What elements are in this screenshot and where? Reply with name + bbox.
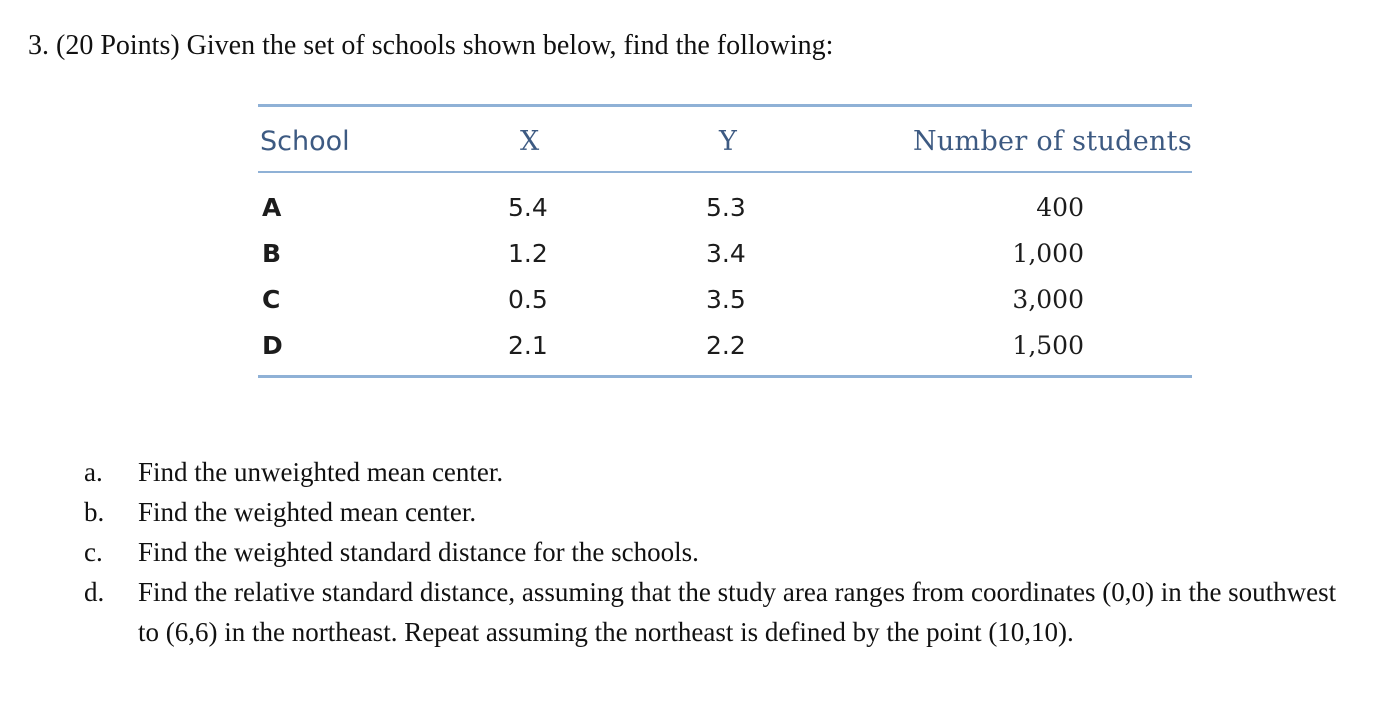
table-row: [258, 234, 1192, 280]
table-bottom-rule: [258, 375, 1192, 378]
cell-y: 3.4: [706, 239, 746, 268]
cell-students: 1,500: [1012, 331, 1084, 360]
part-letter: b.: [84, 497, 105, 527]
part-letter: a.: [84, 457, 103, 487]
cell-students: 3,000: [1012, 285, 1084, 314]
part-text: Find the relative standard distance, assuming that the study area ranges from coordinates (0,0) in the southwest to (6,6) in the northeast. Repeat assuming the northeast is defined by the point (10,10).: [138, 577, 1337, 647]
part-text: Find the weighted mean center.: [138, 497, 477, 527]
cell-x: 0.5: [508, 285, 548, 314]
table-row: [258, 188, 1192, 234]
cell-x: 2.1: [508, 331, 548, 360]
question-title: 3. (20 Points) Given the set of schools shown below, find the following:: [28, 30, 834, 61]
cell-x: 5.4: [508, 193, 548, 222]
cell-school: D: [262, 331, 283, 360]
part-letter: c.: [84, 537, 103, 567]
schools-table: [258, 104, 1192, 384]
cell-y: 3.5: [706, 285, 746, 314]
part-text: Find the weighted standard distance for the schools.: [138, 537, 699, 567]
table-row: [258, 326, 1192, 372]
header-number-of-students: Number of students: [912, 126, 1192, 157]
table-row: [258, 280, 1192, 326]
part-letter: d.: [84, 577, 105, 607]
cell-school: B: [262, 239, 282, 268]
cell-students: 400: [1036, 193, 1084, 222]
cell-y: 5.3: [706, 193, 746, 222]
cell-x: 1.2: [508, 239, 548, 268]
table-header-rule: [258, 171, 1192, 173]
part-text: Find the unweighted mean center.: [138, 457, 504, 487]
cell-students: 1,000: [1012, 239, 1084, 268]
header-school: School: [260, 126, 350, 157]
header-y: Y: [719, 126, 737, 157]
cell-school: C: [262, 285, 281, 314]
header-x: X: [520, 126, 540, 157]
table-top-rule: [258, 104, 1192, 107]
cell-y: 2.2: [706, 331, 746, 360]
cell-school: A: [262, 193, 282, 222]
